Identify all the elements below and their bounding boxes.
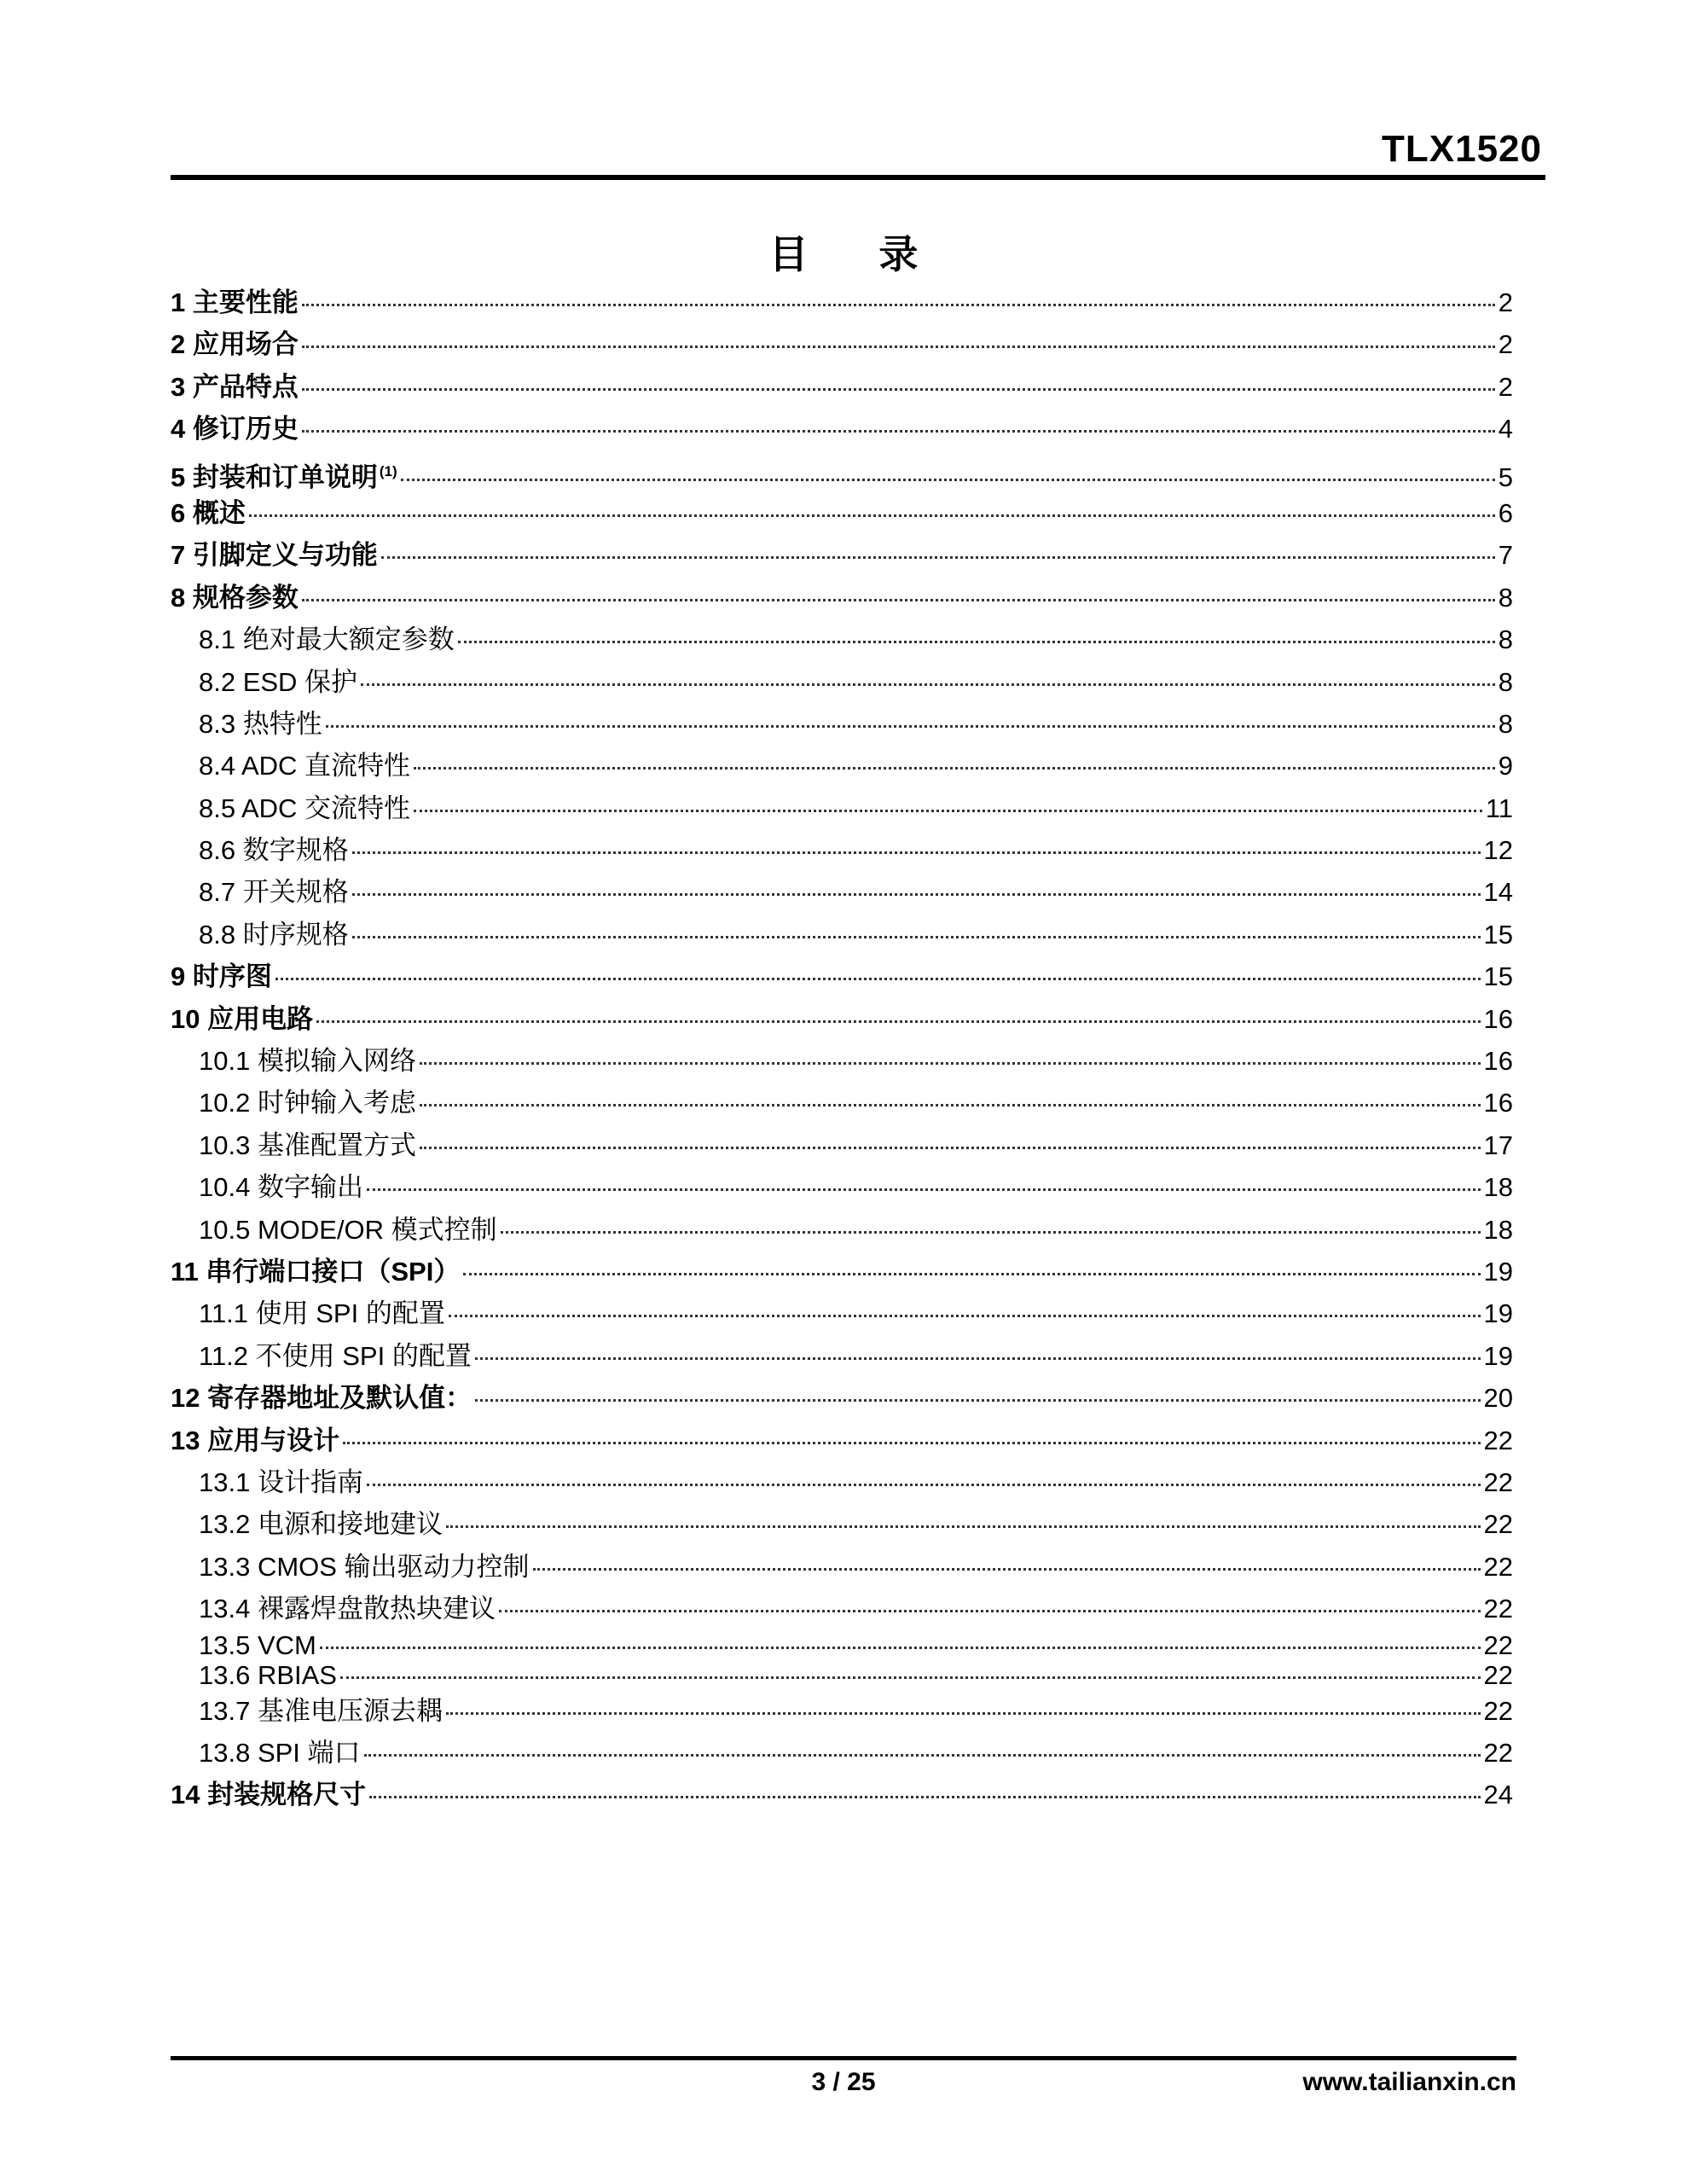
toc-entry-page: 22 bbox=[1483, 1509, 1513, 1540]
dot-leader bbox=[361, 683, 1495, 686]
toc-entry-page: 19 bbox=[1483, 1340, 1513, 1371]
toc-entry[interactable] bbox=[171, 956, 1513, 997]
toc-entry-page: 19 bbox=[1483, 1298, 1513, 1329]
toc-entry-page: 15 bbox=[1483, 919, 1513, 950]
toc-entry-page: 14 bbox=[1483, 877, 1513, 908]
toc-entry-label: 13.4 裸露焊盘散热块建议 bbox=[199, 1594, 496, 1624]
toc-entry-page: 5 bbox=[1498, 462, 1513, 492]
toc-entry-label: 13.5 VCM bbox=[199, 1629, 316, 1660]
toc-entry-page: 8 bbox=[1498, 624, 1513, 655]
toc-entry[interactable] bbox=[171, 661, 1513, 703]
toc-entry[interactable] bbox=[171, 408, 1513, 450]
dot-leader bbox=[302, 304, 1495, 306]
toc-entry[interactable] bbox=[171, 492, 1513, 534]
toc-entry-label: 7 引脚定义与功能 bbox=[171, 540, 378, 571]
dot-leader bbox=[414, 810, 1482, 812]
toc-entry-label: 13.8 SPI 端口 bbox=[199, 1737, 361, 1768]
toc-entry[interactable] bbox=[171, 1292, 1513, 1334]
toc-entry-label: 3 产品特点 bbox=[171, 371, 299, 402]
dot-leader bbox=[446, 1712, 1481, 1715]
toc-entry-page: 20 bbox=[1483, 1383, 1513, 1414]
toc-entry-label: 13.1 设计指南 bbox=[199, 1467, 363, 1497]
toc-entry[interactable] bbox=[171, 998, 1513, 1040]
toc-entry[interactable] bbox=[171, 1335, 1513, 1377]
toc-entry[interactable] bbox=[171, 703, 1513, 745]
dot-leader bbox=[316, 1020, 1480, 1023]
toc-entry-label: 13.7 基准电压源去耦 bbox=[199, 1695, 443, 1726]
toc-entry-label: 12 寄存器地址及默认值： bbox=[171, 1383, 472, 1414]
toc-entry-page: 22 bbox=[1483, 1467, 1513, 1497]
toc-entry-page: 8 bbox=[1498, 666, 1513, 697]
toc-entry[interactable] bbox=[171, 1040, 1513, 1082]
toc-entry-page: 22 bbox=[1483, 1737, 1513, 1768]
toc-entry[interactable] bbox=[171, 450, 1513, 492]
header-divider bbox=[171, 175, 1545, 180]
toc-entry-label: 10.3 基准配置方式 bbox=[199, 1130, 416, 1160]
footnote-marker: (1) bbox=[379, 462, 397, 479]
dot-leader bbox=[463, 1273, 1480, 1275]
toc-entry-label: 13 应用与设计 bbox=[171, 1425, 340, 1455]
dot-leader bbox=[458, 641, 1495, 643]
toc-heading: 目 录 bbox=[768, 232, 919, 276]
toc-entry[interactable] bbox=[171, 1630, 1513, 1660]
toc-entry-page: 24 bbox=[1483, 1780, 1513, 1810]
toc-entry-label: 8.7 开关规格 bbox=[199, 877, 349, 908]
toc-entry[interactable] bbox=[171, 914, 1513, 956]
toc-entry-page: 22 bbox=[1483, 1695, 1513, 1726]
toc-entry-label: 5 封装和订单说明 $^{(1)}$ bbox=[171, 462, 397, 492]
dot-leader bbox=[352, 936, 1481, 938]
toc-entry[interactable] bbox=[171, 1209, 1513, 1251]
dot-leader bbox=[367, 1484, 1481, 1486]
toc-entry[interactable] bbox=[171, 1166, 1513, 1208]
toc-entry-page: 16 bbox=[1483, 1003, 1513, 1034]
toc-entry-page: 22 bbox=[1483, 1551, 1513, 1582]
toc-entry[interactable] bbox=[171, 1377, 1513, 1419]
dot-leader bbox=[352, 851, 1481, 854]
toc-entry-page: 6 bbox=[1498, 497, 1513, 528]
toc-entry-label: 4 修订历史 bbox=[171, 414, 299, 444]
dot-leader bbox=[475, 1357, 1481, 1360]
toc-entry-label: 13.6 RBIAS bbox=[199, 1659, 337, 1690]
toc-entry[interactable] bbox=[171, 577, 1513, 619]
toc-entry[interactable] bbox=[171, 282, 1513, 323]
toc-entry-page: 19 bbox=[1483, 1256, 1513, 1287]
dot-leader bbox=[302, 346, 1495, 348]
table-of-contents bbox=[171, 282, 1513, 1816]
toc-entry[interactable] bbox=[171, 323, 1513, 365]
page-number: 3 / 25 bbox=[811, 2068, 876, 2096]
dot-leader bbox=[320, 1647, 1481, 1649]
dot-leader bbox=[367, 1188, 1481, 1191]
toc-entry-label: 6 概述 bbox=[171, 497, 246, 528]
dot-leader bbox=[249, 514, 1495, 517]
dot-leader bbox=[302, 388, 1495, 391]
toc-entry[interactable] bbox=[171, 1690, 1513, 1732]
toc-entry-label: 14 封装规格尺寸 bbox=[171, 1780, 367, 1810]
dot-leader bbox=[302, 430, 1495, 433]
dot-leader bbox=[449, 1315, 1481, 1317]
toc-entry-page: 2 bbox=[1498, 329, 1513, 360]
toc-entry-label: 8 规格参数 bbox=[171, 582, 299, 613]
toc-entry-label: 8.2 ESD 保护 bbox=[199, 666, 358, 697]
toc-entry[interactable] bbox=[171, 619, 1513, 660]
toc-entry-page: 22 bbox=[1483, 1425, 1513, 1455]
toc-entry-label: 10.1 模拟输入网络 bbox=[199, 1046, 416, 1077]
toc-entry-label: 11.2 不使用 SPI 的配置 bbox=[199, 1340, 472, 1371]
toc-entry-page: 17 bbox=[1483, 1130, 1513, 1160]
dot-leader bbox=[501, 1231, 1481, 1234]
dot-leader bbox=[499, 1610, 1481, 1612]
toc-entry-label: 11.1 使用 SPI 的配置 bbox=[199, 1298, 445, 1329]
toc-entry-page: 16 bbox=[1483, 1088, 1513, 1118]
toc-entry-label: 13.3 CMOS 输出驱动力控制 bbox=[199, 1551, 530, 1582]
dot-leader bbox=[401, 479, 1495, 481]
dot-leader bbox=[381, 556, 1495, 559]
toc-entry-page: 4 bbox=[1498, 414, 1513, 444]
toc-entry-label: 9 时序图 bbox=[171, 961, 272, 992]
dot-leader bbox=[343, 1442, 1480, 1444]
toc-entry-label: 10 应用电路 bbox=[171, 1003, 314, 1034]
toc-entry[interactable] bbox=[171, 1546, 1513, 1588]
dot-leader bbox=[340, 1676, 1481, 1679]
toc-entry-label: 8.4 ADC 直流特性 bbox=[199, 751, 411, 781]
toc-entry-label: 10.5 MODE/OR 模式控制 bbox=[199, 1214, 497, 1245]
dot-leader bbox=[446, 1525, 1481, 1528]
website-link[interactable]: www.tailianxin.cn bbox=[1302, 2068, 1516, 2096]
dot-leader bbox=[420, 1062, 1481, 1065]
toc-entry-label: 1 主要性能 bbox=[171, 288, 299, 317]
toc-entry[interactable] bbox=[171, 871, 1513, 913]
toc-entry-label: 8.8 时序规格 bbox=[199, 919, 349, 950]
toc-entry[interactable] bbox=[171, 534, 1513, 576]
toc-entry-page: 22 bbox=[1483, 1629, 1513, 1660]
toc-entry[interactable] bbox=[171, 1774, 1513, 1815]
footer-divider bbox=[171, 2056, 1516, 2060]
toc-entry-page: 2 bbox=[1498, 371, 1513, 402]
toc-entry[interactable] bbox=[171, 1251, 1513, 1292]
toc-entry[interactable] bbox=[171, 1082, 1513, 1124]
toc-entry[interactable] bbox=[171, 1461, 1513, 1503]
dot-leader bbox=[414, 767, 1495, 770]
toc-entry[interactable] bbox=[171, 1732, 1513, 1774]
toc-entry-page: 11 bbox=[1485, 793, 1513, 823]
toc-entry[interactable] bbox=[171, 1420, 1513, 1461]
toc-entry[interactable] bbox=[171, 366, 1513, 408]
dot-leader bbox=[475, 1399, 1480, 1402]
toc-entry-label: 10.4 数字输出 bbox=[199, 1172, 363, 1203]
product-name: TLX1520 bbox=[1382, 128, 1542, 170]
toc-entry[interactable] bbox=[171, 1503, 1513, 1545]
dot-leader bbox=[420, 1104, 1481, 1107]
toc-entry[interactable] bbox=[171, 1660, 1513, 1690]
dot-leader bbox=[420, 1147, 1481, 1149]
dot-leader bbox=[369, 1796, 1480, 1798]
toc-entry[interactable] bbox=[171, 745, 1513, 787]
toc-entry-label: 13.2 电源和接地建议 bbox=[199, 1509, 443, 1540]
dot-leader bbox=[364, 1754, 1481, 1757]
toc-entry-page: 12 bbox=[1483, 835, 1513, 866]
toc-entry-page: 9 bbox=[1498, 751, 1513, 781]
toc-entry-page: 22 bbox=[1483, 1659, 1513, 1690]
dot-leader bbox=[533, 1568, 1481, 1571]
toc-entry[interactable] bbox=[171, 829, 1513, 871]
toc-entry-page: 8 bbox=[1498, 582, 1513, 613]
toc-entry-page: 22 bbox=[1483, 1594, 1513, 1624]
toc-entry-label: 10.2 时钟输入考虑 bbox=[199, 1088, 416, 1118]
toc-entry-page: 8 bbox=[1498, 708, 1513, 739]
toc-entry-page: 2 bbox=[1498, 288, 1513, 317]
toc-entry-label: 8.5 ADC 交流特性 bbox=[199, 793, 411, 823]
toc-entry-label: 11 串行端口接口（SPI） bbox=[171, 1256, 461, 1287]
toc-entry[interactable] bbox=[171, 1124, 1513, 1166]
toc-entry-page: 7 bbox=[1498, 540, 1513, 571]
toc-entry[interactable] bbox=[171, 787, 1513, 829]
dot-leader bbox=[352, 893, 1481, 896]
dot-leader bbox=[275, 978, 1481, 980]
toc-entry-label: 8.1 绝对最大额定参数 bbox=[199, 624, 455, 655]
toc-entry-page: 16 bbox=[1483, 1046, 1513, 1077]
toc-entry-label: 2 应用场合 bbox=[171, 329, 299, 360]
toc-entry-page: 18 bbox=[1483, 1172, 1513, 1203]
dot-leader bbox=[326, 725, 1495, 728]
toc-entry[interactable] bbox=[171, 1588, 1513, 1629]
toc-entry-label: 8.6 数字规格 bbox=[199, 835, 349, 866]
dot-leader bbox=[302, 599, 1495, 601]
toc-entry-label: 8.3 热特性 bbox=[199, 708, 322, 739]
toc-entry-page: 18 bbox=[1483, 1214, 1513, 1245]
toc-entry-page: 15 bbox=[1483, 961, 1513, 992]
